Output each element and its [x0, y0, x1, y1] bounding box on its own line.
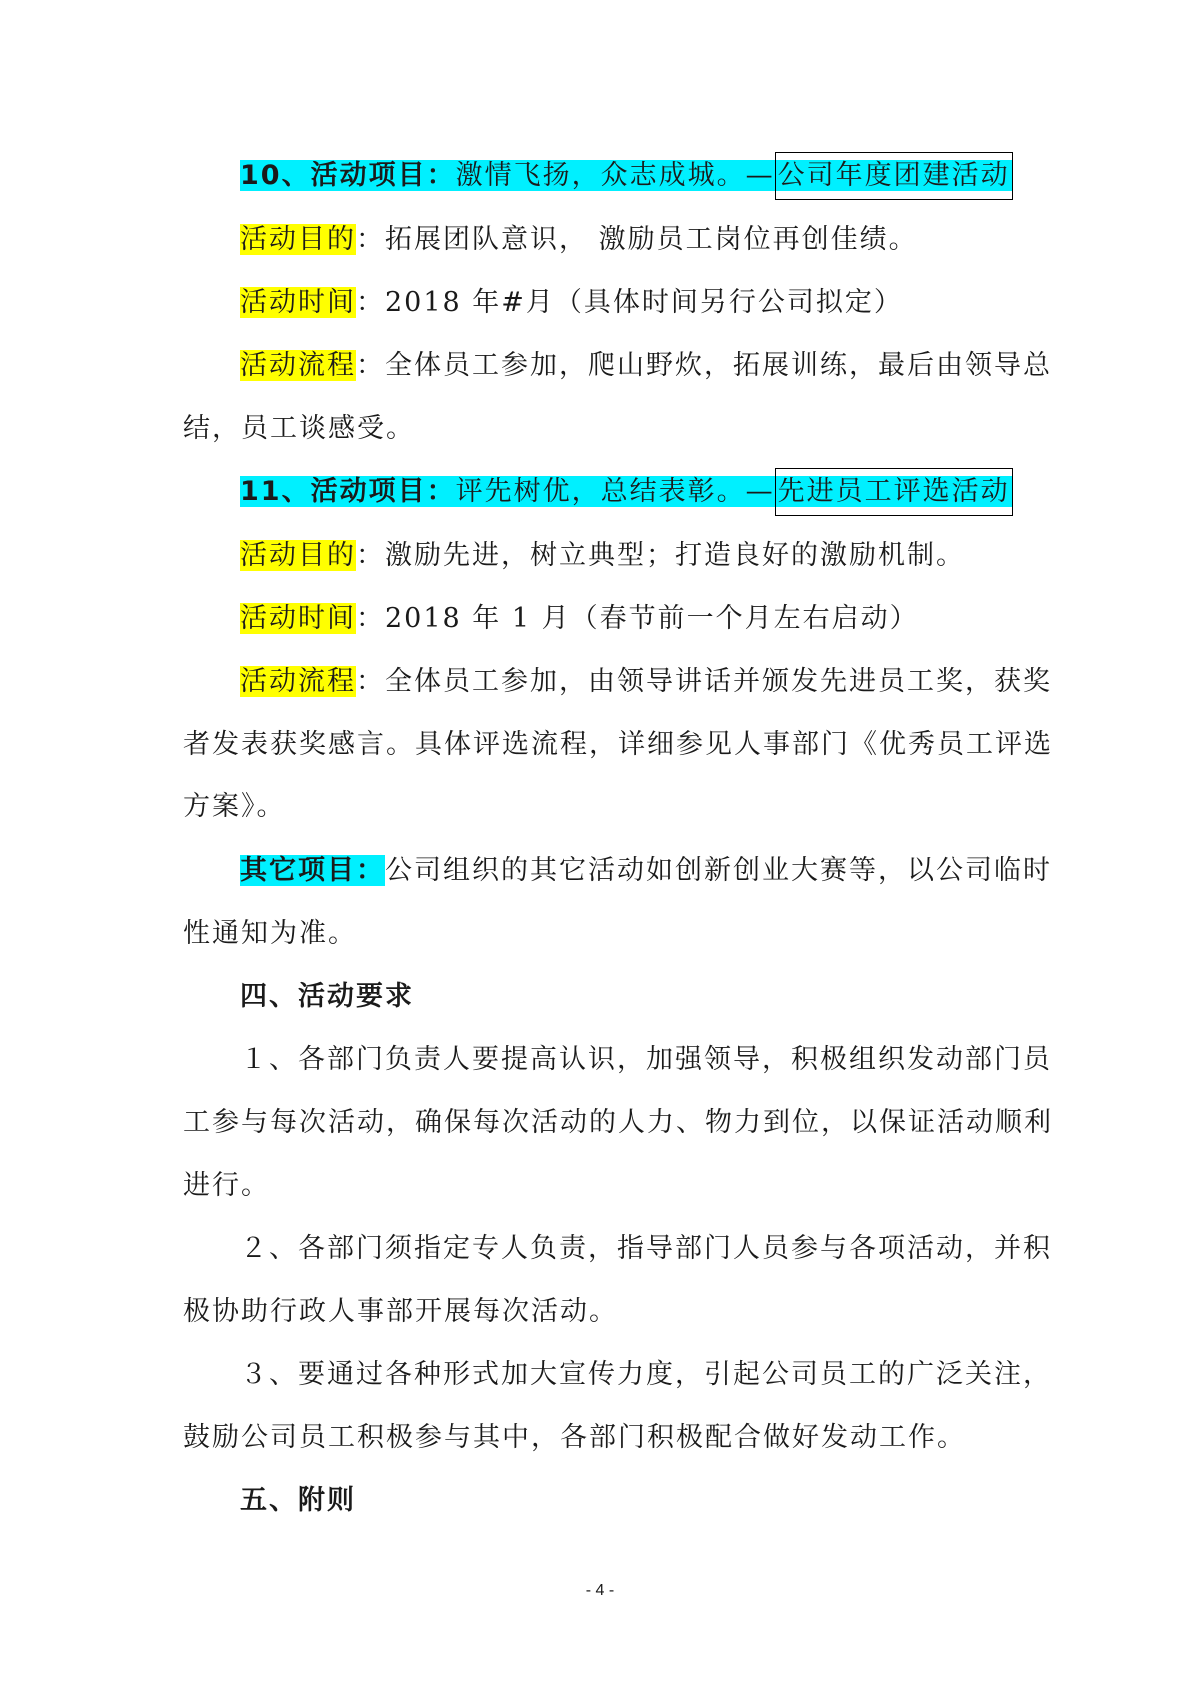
section4-title: 四、活动要求 — [240, 981, 414, 1012]
requirement-2-line-1: ２、各部门须指定专人负责，指导部门人员参与各项活动，并积 — [240, 1233, 1052, 1264]
item11-time — [240, 593, 1023, 645]
section5-title: 五、附则 — [240, 1485, 356, 1516]
other-items-cont: 性通知为准。 — [183, 918, 357, 949]
item10-process-text-1: ：全体员工参加，爬山野炊，拓展训练，最后由领导总 — [356, 350, 1052, 381]
item10-process-label: 活动流程 — [240, 350, 356, 381]
item11-process-cont-2: 方案》。 — [183, 791, 286, 822]
item11-heading — [240, 466, 1023, 518]
page-number: - 4 - — [585, 1582, 615, 1599]
requirement-1-line-1: １、各部门负责人要提高认识，加强领导，积极组织发动部门员 — [240, 1044, 1052, 1075]
item10-heading-boxed: 公司年度团建活动 — [775, 152, 1013, 200]
item10-time — [240, 277, 1023, 329]
item10-process — [240, 340, 1052, 392]
requirement-2-line-2: 极协助行政人事部开展每次活动。 — [183, 1296, 618, 1327]
other-items-label: 其它项目： — [240, 855, 385, 886]
item11-purpose-text: ：激励先进，树立典型；打造良好的激励机制。 — [356, 540, 965, 571]
item11-process — [240, 656, 1052, 708]
item11-time-label: 活动时间 — [240, 603, 356, 634]
requirement-3-line-1: ３、要通过各种形式加大宣传力度，引起公司员工的广泛关注， — [240, 1359, 1052, 1390]
item11-purpose-label: 活动目的 — [240, 540, 356, 571]
item11-heading-prefix: 11、活动项目： — [240, 476, 456, 507]
item11-process-label: 活动流程 — [240, 666, 356, 697]
item11-time-text: ：2018 年 1 月（春节前一个月左右启动） — [356, 603, 919, 634]
item10-heading-prefix: 10、活动项目： — [240, 160, 456, 191]
other-items-text-1: 公司组织的其它活动如创新创业大赛等，以公司临时 — [385, 855, 1052, 886]
item10-heading-text: 激情飞扬，众志成城。— — [455, 160, 775, 191]
item10-purpose-label: 活动目的 — [240, 224, 356, 255]
item10-heading — [240, 150, 1023, 202]
item10-process-cont: 结，员工谈感受。 — [183, 413, 415, 444]
item10-time-text: ：2018 年#月（具体时间另行公司拟定） — [356, 287, 903, 318]
requirement-3-line-2: 鼓励公司员工积极参与其中，各部门积极配合做好发动工作。 — [183, 1422, 966, 1453]
item10-time-label: 活动时间 — [240, 287, 356, 318]
requirement-1-line-3: 进行。 — [183, 1170, 270, 1201]
other-items — [240, 845, 1052, 897]
item10-purpose — [240, 214, 1023, 266]
item11-process-cont-1: 者发表获奖感言。具体评选流程，详细参见人事部门《优秀员工评选 — [183, 729, 1053, 760]
item10-purpose-text: ：拓展团队意识， 激励员工岗位再创佳绩。 — [356, 224, 918, 255]
requirement-1-line-2: 工参与每次活动，确保每次活动的人力、物力到位，以保证活动顺利 — [183, 1107, 1053, 1138]
item11-heading-text: 评先树优，总结表彰。— — [455, 476, 775, 507]
item11-process-text-1: ：全体员工参加，由领导讲话并颁发先进员工奖，获奖 — [356, 666, 1052, 697]
item11-purpose — [240, 530, 1023, 582]
item11-heading-boxed: 先进员工评选活动 — [775, 468, 1013, 516]
